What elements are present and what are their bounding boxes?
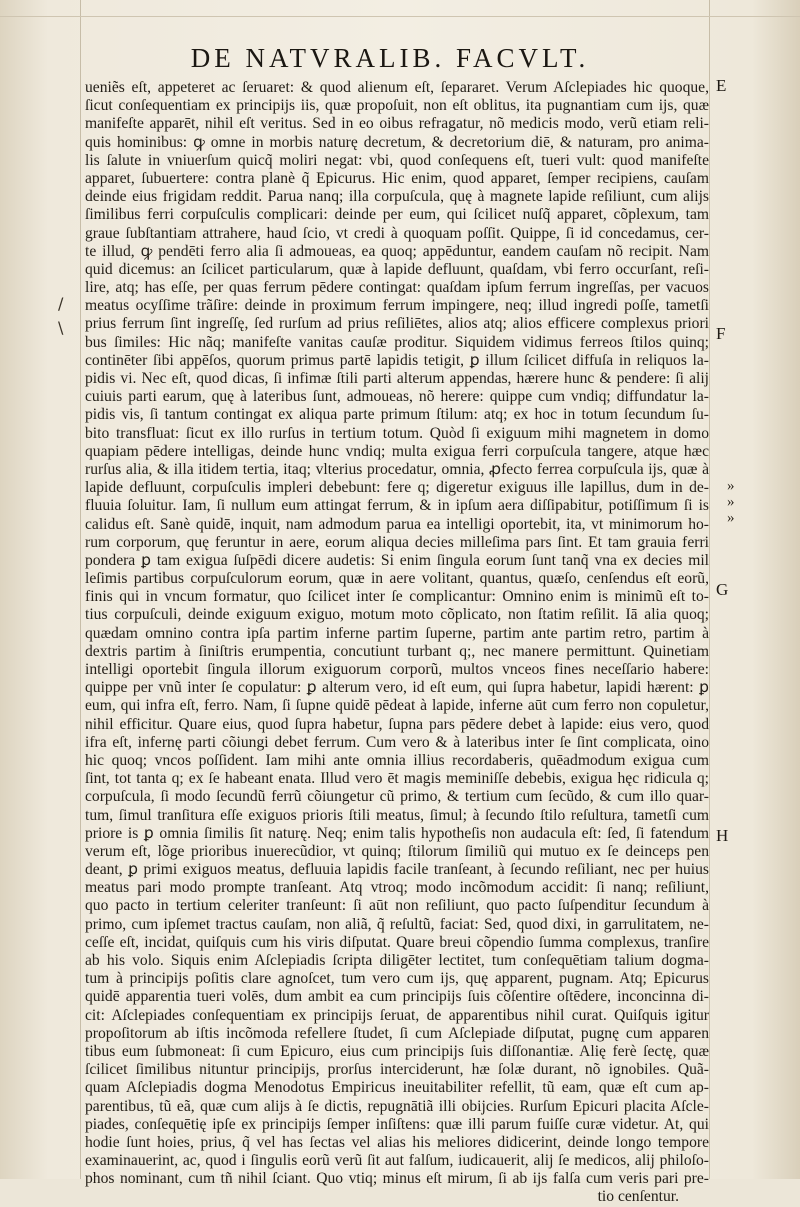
text-line: primo, cum ipſemet tractus cauſam, non aliã, q̃ reſultũ, faciat: Sed, quod dixi, in garrulitatem, ne- — [85, 915, 709, 933]
text-line: intelligi oportebit ſingula illorum exiguorum corporũ, multos vnceos fines neceſſario habere: — [85, 661, 709, 678]
text-line: hodie ſunt hoies, prius, q̃ vel has ſectas vel alias his meliores didicerint, deinde longo tempore — [85, 1133, 709, 1151]
text-line: bito transfluat: ſicut ex illo rurſus in tertium totum. Quòd ſi exiguum mihi magnetem in domo — [85, 424, 709, 442]
frame-rule-right — [709, 0, 710, 1179]
text-line: propoſitorum ab iſtis incõmoda refellere ſtudet, ſi cum Aſclepiade diſputat, pugnę cum apparen — [85, 1024, 709, 1042]
margin-pen-mark: \ — [58, 318, 64, 337]
text-line: prius ferrum ſint ingreſſę, ſed rurſum ad prius reſiliētes, alios atq; alios efficere complexus priori — [85, 315, 709, 333]
text-line: cit: Aſclepiades conſequentiam ex principijs ſeruat, de apparentibus nihil curat. Quiſquis igitur — [85, 1006, 709, 1024]
text-line: quis hominibus: ꝙ omne in morbis naturę decretum, & decretorium diē, & naturam, pro anima- — [85, 133, 709, 151]
text-line: pidis vis, ſi tantum contingat ex aliqua parte primum ſtilum: atq; ex hoc in totum ſecundum ſu- — [85, 406, 709, 424]
text-line: cuiuis parti earum, quę à lateribus ſunt, admoueas, nõ herere: quippe cum vndiq; diffundatur la- — [85, 388, 709, 406]
text-line: nihil efficitur. Quare eius, quod ſupra habetur, ſupna pars pēdere debet à lapide: eius vero, quod — [85, 715, 709, 733]
running-head: DE NATVRALIB. FACVLT. — [190, 43, 590, 73]
margin-pen-mark: / — [58, 294, 64, 313]
text-line: hic quoq; vncos poſſident. Iam mihi ante omnia illius recordaberis, quēadmodum exigua cum — [85, 751, 709, 769]
margin-section-letter-e: E — [716, 76, 727, 95]
text-line: tum à principijs poſitis clare agnoſcet, tum vero cum ijs, quę apparent, pugnam. Atq; Epicurus — [85, 970, 709, 988]
text-line: tibus eum ſubmoneat: ſi cum Epicuro, eius cum principijs ſuis diſſonantiæ. Alię ferè ſectę, quæ — [85, 1042, 709, 1060]
text-line: continēter ſibi appēſos, quorum primus partē lapidis tetigit, ꝑ illum ſcilicet diffuſa in reliquos la- — [85, 351, 709, 369]
text-line: examinauerint, ac, quod i ſingulis eorũ verũ ſit aut falſum, iudicauerit, alij ſe medicos, alij philoſo- — [85, 1152, 709, 1170]
text-line: lapide defluunt, corpuſculis impleri debebunt: fere q; digeretur exiguus ille lapillus, dum in de- — [85, 479, 709, 497]
margin-quote-mark: » — [727, 478, 735, 494]
text-line: piades, conſequētię ipſe ex principijs ſemper inſiſtens: quæ illi parum fuiſſe curæ videtur. At, qui — [85, 1115, 709, 1133]
text-line: quo pacto in tertium celeriter tranſeunt: ſi aūt non reſiliunt, quo pacto ſuſpenditur ſecundum à — [85, 897, 709, 915]
margin-quote-mark: » — [727, 494, 735, 510]
text-line: lis ſalute in vniuerſum quicq̃ moliri negat: vbi, quod conſequens eſt, tueri vult: quod manifeſte — [85, 151, 709, 169]
text-line: apparet, ſubuertere: contra planè q̃ Epicurus. Hic enim, quod apparet, ſemper recipiens, cauſam — [85, 169, 709, 187]
text-line: rurſus alia, & illa itidem tertia, itaq; vlterius procedatur, omnia, ꝓfecto ferrea corpuſcula ijs, quæ à — [85, 460, 709, 478]
text-line: priore is ꝑ omnia ſimilis ſit naturę. Neq; enim talis hypotheſis non audacula eſt: ſed, ſi fatendum — [85, 824, 709, 842]
text-line: tum, ſimul tranſitura eſſe exiguos prioris ſtili meatus, ſimul; à ſecundo ſtilo reſultura, tametſi cum — [85, 806, 709, 824]
text-line: pondera ꝑ tam exigua ſuſpēdi dicere audetis: Si enim ſingula eorum ſunt tanq̃ vna ex decies mil — [85, 551, 709, 569]
text-line: tius corpuſculi, deinde exiguum exiguo, motum moto cõplicato, non ſtatim reſilit. Iā alia quoq; — [85, 606, 709, 624]
text-line: te illud, ꝙ pendēti ferro alia ſi admoueas, ea quoq; appēduntur, eandem cauſam nõ recipit. Nam — [85, 242, 709, 260]
text-line: lire, atq; has eſſe, per quas ferrum pēdere contingat: quaſdam ipſum ferrum ingreſſas, per vacuos — [85, 279, 709, 297]
text-line: eum, qui infra eſt, ferro. Nam, ſi ſupne quidē pēdeat à lapide, inferne aūt cum ferro non copuletur, — [85, 697, 709, 715]
text-line: ab his volo. Siquis enim Aſclepiadis ſcripta diligēter lectitet, tum conſequētiam talium dogma- — [85, 952, 709, 969]
text-line: quid dicemus: an ſcilicet particularum, quæ à lapide defluunt, quaſdam, vbi ferro occurſant, reſi- — [85, 260, 709, 278]
text-line: dextris partim à ſiniſtris erumpentia, concutiunt turbant q;, nec manere permittunt. Quinetiam — [85, 642, 709, 660]
text-line: pidis vi. Nec eſt, quod dicas, ſi infimæ ſtili parti alterum appendas, hærere hunc & pendere: ſi alij — [85, 370, 709, 387]
text-line: rum corporum, quę feruntur in aere, eorum aliqua decies milleſima pars ſint. Et tam grauia ferri — [85, 533, 709, 551]
text-line: quam Aſclepiadis dogma Menodotus Empiricus ineuitabiliter refellit, tũ eam, quæ eſt cum ap- — [85, 1079, 709, 1097]
text-line: graue ſubſtantiam attrahere, haud ſcio, vt credi à quoquam poſſit. Quippe, ſi id concedamus, cer- — [85, 224, 709, 242]
text-line: bus ſimiles: Hic nãq; manifeſte vanitas cauſæ proditur. Siquidem vidimus ferreos ſtilos quinq; — [85, 333, 709, 351]
body-text — [85, 79, 709, 1207]
text-line: quidē apparentia tueri volēs, dum ambit ea cum principijs ſuis cõſentire oſtēdere, inconcinna di- — [85, 988, 709, 1006]
text-line: verum eſt, lõge prioribus inuerecũdior, vt quinq; ſtilorum ſimiliũ qui mutuo ex ſe deinceps pen — [85, 842, 709, 860]
text-line: fluuia ſoluitur. Iam, ſi nullum eum attingat ferrum, & in ipſum aera diſſipabitur, potiſſimum ſi is — [85, 497, 709, 515]
margin-section-letter-h: H — [716, 826, 729, 845]
text-line: tio cenſentur. — [597, 1188, 679, 1206]
margin-quote-mark: » — [727, 510, 735, 526]
frame-rule-left — [80, 0, 81, 1179]
text-line: corpuſcula, ſi modo ſecundũ ferrũ cõiungetur cũ primo, & tertium cum ſecũdo, & cum illo quar- — [85, 788, 709, 806]
text-line: finis qui in vncum formatur, quo ſcilicet inter ſe complicantur: Omnino enim is minimũ eſt to- — [85, 588, 709, 606]
text-line: quædam omnino contra ipſa partim inferne partim ſuperne, partim ante partim retro, partim à — [85, 624, 709, 642]
text-line: deinde eius frigidam reddit. Parua nanq; illa corpuſcula, quę à magnete lapide reſiliunt, cum alijs — [85, 188, 709, 206]
text-line: parentibus, tũ eã, quæ cum alijs à ſe dictis, repugnātiã illi obijcies. Rurſum Epicuri placita Aſcle- — [85, 1097, 709, 1115]
text-line: ſint, tot tanta q; ex ſe habeant enata. Illud vero ēt magis meminiſſe debebis, exigua hęc ridicula q; — [85, 770, 709, 788]
text-line: ueniẽs eſt, appeteret ac ſeruaret: & quod alienum eſt, ſepararet. Verum Aſclepiades hic quoque, — [85, 79, 709, 96]
text-line: quippe per vnũ inter ſe copulatur: ꝑ alterum vero, id eſt eum, qui ſupra habetur, lapidi hærent: ꝑ — [85, 679, 709, 697]
text-line: manifeſte apparēt, nihil eſt veritus. Sed in eo oibus refragatur, nõ medicis modo, verũ etiam reli- — [85, 115, 709, 133]
text-line: ceſſe eſt, incidat, quiſquis cum his viris diſputat. Quare breui cõpendio ſumma complexus, tranſire — [85, 933, 709, 951]
text-line: meatus pari modo prompte tranſeant. Atq vtroq; modo incõmodum accidit: ſi nanq; reſiliunt, — [85, 879, 709, 897]
text-line: ſcilicet ſimilibus nituntur principijs, prorſus interciderunt, hæ ſolæ durant, nõ ignobiles. Quã- — [85, 1061, 709, 1079]
text-line: phos nominant, cum tñ nihil ſciant. Quo vtiq; minus eſt mirum, ſi ab ijs falſa cum veris pari pre- — [85, 1170, 709, 1188]
text-line: deant, ꝑ primi exiguos meatus, defluuia lapidis facile tranſeant, à ſecundo reſiliant, nec per huius — [85, 861, 709, 879]
text-line: ſimilibus ferri corpuſculis complicari: deinde per eum, qui ſcilicet nuſq̃ apparet, cõplexum, tam — [85, 206, 709, 224]
text-line: meatus ocyſſime trãſire: deinde in proximum ferrum impingere, neq; illud ingredi poſſe, tametſi — [85, 297, 709, 315]
text-line: calidus eſt. Sanè quidē, inquit, nam admodum parua ea intelligi oportebit, ita, vt minimorum ho- — [85, 515, 709, 533]
text-line: quapiam pēdere intelligas, deinde hunc vndiq; multa exigua ferri corpuſcula tangere, atque hæc — [85, 442, 709, 460]
frame-rule-top — [0, 16, 800, 17]
text-line: ſicut conſequentiam ex principijs iis, quæ propoſuit, non eſt oblitus, ita pugnantiam cum ijs, quæ — [85, 97, 709, 115]
text-line: leſimis partibus corpuſculorum eorum, quæ in aere volitant, quantus, quæſo, cenſendus eſt eorũ, — [85, 570, 709, 588]
margin-section-letter-f: F — [716, 324, 726, 343]
margin-section-letter-g: G — [716, 580, 729, 599]
text-line: ifra eſt, infernę parti cõiungi debet ferrum. Cum vero & à lateribus inter ſe ſint complicata, oino — [85, 733, 709, 751]
